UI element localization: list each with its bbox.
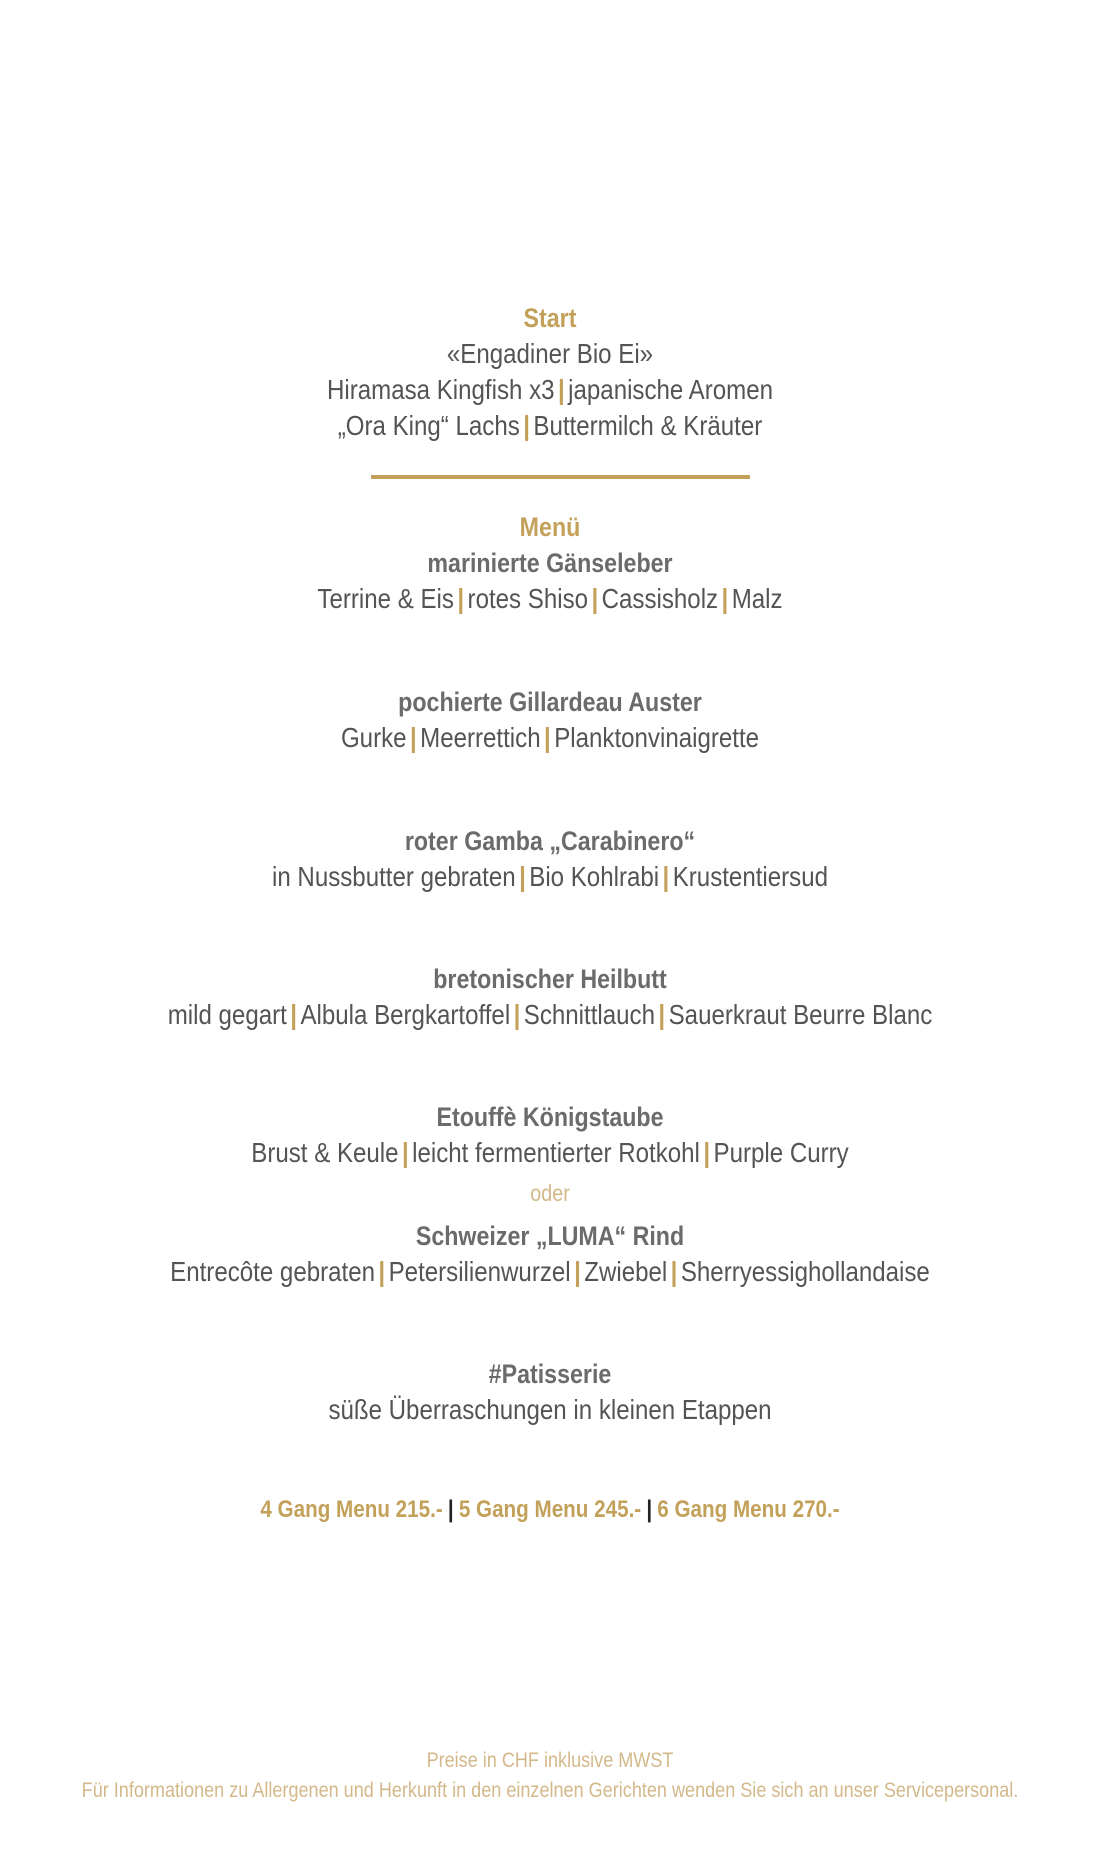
- course-part: Sherryessighollandaise: [680, 1256, 930, 1287]
- menu-prices: [77, 1494, 1023, 1526]
- course-part: Malz: [731, 583, 783, 614]
- separator: |: [591, 583, 599, 614]
- course-title: Etouffè Königstaube: [436, 1102, 664, 1132]
- course-title: #Patisserie: [488, 1359, 612, 1389]
- course-part: Entrecôte gebraten: [170, 1256, 375, 1287]
- footer-allergen-note: Für Informationen zu Allergenen und Herkunft in den einzelnen Gerichten wenden Sie sich an unser Servicepersonal.: [81, 1779, 1019, 1802]
- course-part: Bio Kohlrabi: [529, 861, 660, 892]
- separator: |: [557, 374, 565, 405]
- separator: |: [658, 999, 666, 1030]
- separator: |: [574, 1256, 581, 1287]
- start-title: Start: [523, 303, 577, 333]
- course-part: in Nussbutter gebraten: [272, 861, 516, 892]
- start-line-part: «Engadiner Bio Ei»: [446, 338, 654, 369]
- separator: |: [409, 722, 417, 753]
- course-description: [77, 581, 1023, 617]
- separator: |: [646, 1496, 653, 1523]
- start-line: [77, 408, 1023, 444]
- start-line-part: Hiramasa Kingfish x3: [327, 374, 555, 405]
- separator: |: [447, 1496, 454, 1523]
- separator: |: [721, 583, 729, 614]
- price-4-courses: 4 Gang Menu 215.-: [260, 1496, 443, 1523]
- start-line: [77, 336, 1023, 372]
- course-part: Brust & Keule: [251, 1137, 399, 1168]
- course-part: Krustentiersud: [672, 861, 828, 892]
- course-description: [77, 997, 1023, 1033]
- price-6-courses: 6 Gang Menu 270.-: [657, 1496, 840, 1523]
- course-part: Purple Curry: [713, 1137, 849, 1168]
- course-title: marinierte Gänseleber: [427, 548, 673, 578]
- separator: |: [544, 722, 551, 753]
- course-description: [77, 1135, 1023, 1171]
- course-part: Planktonvinaigrette: [554, 722, 760, 753]
- start-line-part: „Ora King“ Lachs: [337, 410, 520, 441]
- separator: |: [703, 1137, 711, 1168]
- course-part: leicht fermentierter Rotkohl: [412, 1137, 700, 1168]
- course-part: Terrine & Eis: [317, 583, 454, 614]
- course-part: Gurke: [340, 722, 407, 753]
- course-part: süße Überraschungen in kleinen Etappen: [328, 1394, 772, 1425]
- course-description: [77, 1392, 1023, 1428]
- start-line-part: Buttermilch & Kräuter: [533, 410, 763, 441]
- course-description: [77, 720, 1023, 756]
- course-part: Cassisholz: [601, 583, 719, 614]
- section-divider: [371, 475, 750, 479]
- price-5-courses: 5 Gang Menu 245.-: [458, 1496, 642, 1523]
- course-part: Zwiebel: [584, 1256, 668, 1287]
- separator: |: [513, 999, 521, 1030]
- course-part: rotes Shiso: [467, 583, 589, 614]
- course-part: Schnittlauch: [523, 999, 655, 1030]
- course-part: Petersilienwurzel: [388, 1256, 571, 1287]
- menu-title: Menü: [519, 512, 581, 542]
- course-description: [77, 859, 1023, 895]
- course-part: Albula Bergkartoffel: [300, 999, 511, 1030]
- course-part: mild gegart: [167, 999, 287, 1030]
- or-label: oder: [530, 1180, 570, 1206]
- separator: |: [401, 1137, 409, 1168]
- separator: |: [457, 583, 465, 614]
- course-title: pochierte Gillardeau Auster: [398, 687, 702, 717]
- course-title: Schweizer „LUMA“ Rind: [415, 1221, 685, 1251]
- footer-price-note: Preise in CHF inklusive MWST: [426, 1749, 674, 1772]
- separator: |: [290, 999, 298, 1030]
- separator: |: [523, 410, 530, 441]
- separator: |: [670, 1256, 678, 1287]
- course-title: bretonischer Heilbutt: [433, 964, 667, 994]
- separator: |: [519, 861, 526, 892]
- course-title: roter Gamba „Carabinero“: [404, 826, 696, 856]
- start-line: [77, 372, 1023, 408]
- start-line-part: japanische Aromen: [568, 374, 773, 405]
- separator: |: [662, 861, 670, 892]
- course-description: [77, 1254, 1023, 1290]
- course-part: Sauerkraut Beurre Blanc: [668, 999, 933, 1030]
- separator: |: [378, 1256, 386, 1287]
- course-part: Meerrettich: [420, 722, 541, 753]
